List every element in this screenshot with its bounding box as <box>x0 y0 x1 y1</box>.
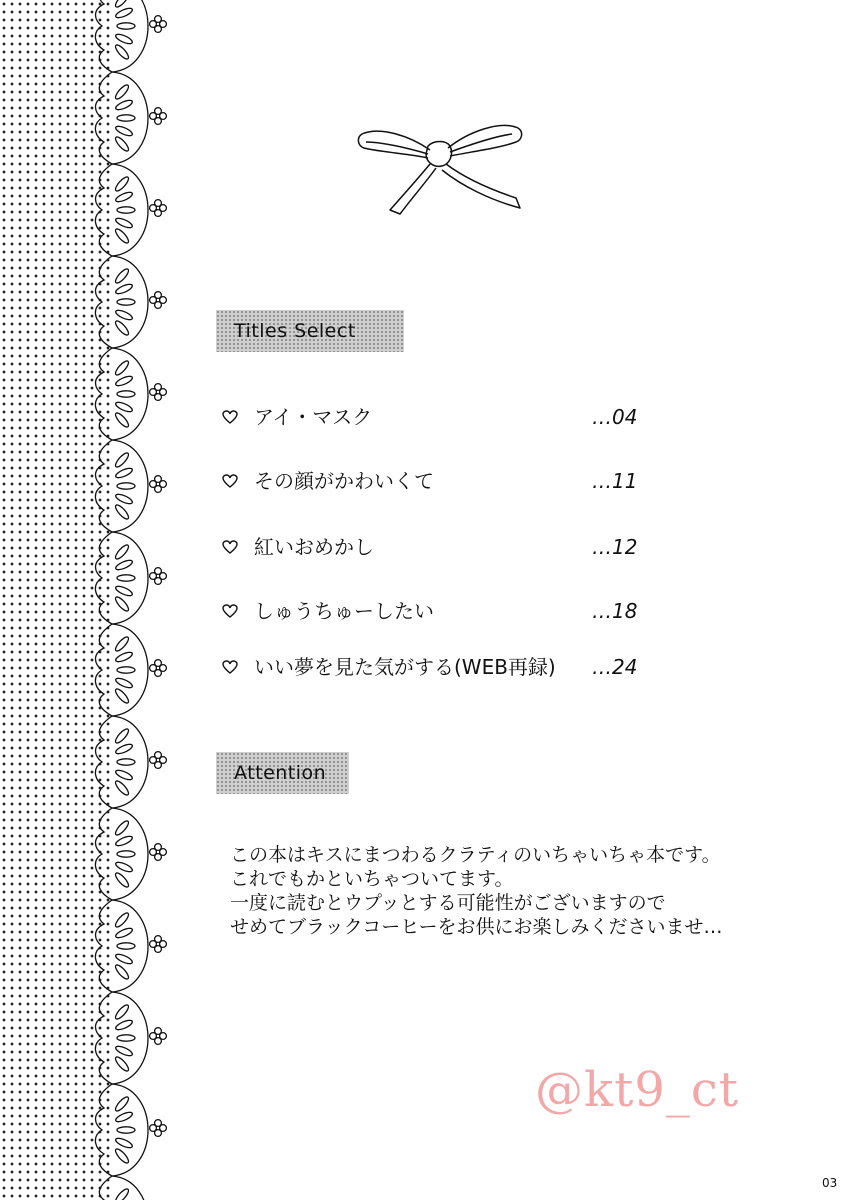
lace-petal <box>114 1147 131 1165</box>
lace-petal <box>114 911 131 929</box>
toc-title: しゅうちゅーしたい <box>254 599 434 623</box>
lace-petal <box>114 6 133 19</box>
lace-petal <box>114 319 131 337</box>
page-number: 03 <box>822 1176 838 1190</box>
lace-petal <box>117 391 135 397</box>
lace-petal <box>114 492 133 505</box>
lace-border <box>0 0 190 1200</box>
heart-icon <box>222 410 238 424</box>
lace-petal <box>114 595 131 613</box>
lace-petal <box>117 759 135 765</box>
lace-petal <box>114 1136 133 1149</box>
lace-petal <box>114 834 133 847</box>
lace-petal <box>114 650 133 663</box>
lace-petal <box>114 374 133 387</box>
lace-petal <box>114 267 131 285</box>
lace-petal <box>114 1187 131 1200</box>
lace-petal <box>114 98 133 111</box>
lace-petal <box>114 558 133 571</box>
lace-petal <box>114 952 133 965</box>
toc-title: 紅いおめかし <box>254 535 374 559</box>
lace-petal <box>114 687 131 705</box>
toc-page: …18 <box>592 599 638 623</box>
toc-item <box>222 402 662 432</box>
lace-petal <box>114 503 131 521</box>
lace-petal <box>114 43 131 61</box>
toc-item <box>222 466 662 496</box>
lace-petal <box>114 635 131 653</box>
toc-item <box>222 596 662 626</box>
lace-petal <box>114 584 133 597</box>
lace-petal <box>114 819 131 837</box>
lace-petal <box>114 359 131 377</box>
lace-petal <box>114 400 133 413</box>
attention-text: Attention <box>234 762 327 784</box>
toc-page: …12 <box>592 535 638 559</box>
heart-icon <box>222 660 238 674</box>
toc-item <box>222 532 662 562</box>
lace-petal <box>114 1055 131 1073</box>
heart-icon <box>222 604 238 618</box>
lace-petal <box>114 779 131 797</box>
lace-petal <box>114 871 131 889</box>
attention-line: 一度に読むとウプッとする可能性がございますので <box>230 892 666 914</box>
lace-petal <box>114 1110 133 1123</box>
lace-petal <box>114 768 133 781</box>
lace-petal <box>114 451 131 469</box>
heart-icon <box>222 474 238 488</box>
attention-label <box>216 752 349 794</box>
lace-petal <box>114 727 131 745</box>
lace-petal <box>114 466 133 479</box>
toc-page: …24 <box>592 655 638 679</box>
lace-petal <box>114 742 133 755</box>
attention-line: せめてブラックコーヒーをお供にお楽しみくださいませ… <box>230 916 723 938</box>
lace-petal <box>114 227 131 245</box>
toc-title: その顔がかわいくて <box>254 469 434 493</box>
toc-item <box>222 652 662 682</box>
heart-icon <box>222 540 238 554</box>
lace-petal <box>114 190 133 203</box>
lace-petal <box>114 216 133 229</box>
toc-page: …11 <box>592 469 638 493</box>
attention-line: これでもかといちゃついてます。 <box>230 868 514 890</box>
lace-petal <box>117 667 135 673</box>
lace-petal <box>114 1044 133 1057</box>
lace-petal <box>117 483 135 489</box>
lace-petal <box>117 115 135 121</box>
lace-petal <box>114 282 133 295</box>
lace-petal <box>114 32 133 45</box>
toc-title: いい夢を見た気がする(WEB再録) <box>254 655 556 679</box>
lace-petal <box>114 860 133 873</box>
attention-paragraph <box>230 843 790 939</box>
lace-petal <box>114 1018 133 1031</box>
lace-petal <box>114 926 133 939</box>
lace-petal <box>114 175 131 193</box>
lace-petal <box>114 0 131 9</box>
lace-petal <box>114 135 131 153</box>
lace-petal <box>114 1003 131 1021</box>
lace-petal <box>117 23 135 29</box>
lace-petal <box>114 1095 131 1113</box>
titles-select-label <box>216 310 404 352</box>
titles-select-text: Titles Select <box>234 320 356 342</box>
attention-line: この本はキスにまつわるクラティのいちゃいちゃ本です。 <box>230 844 721 866</box>
lace-petal <box>114 308 133 321</box>
lace-petal <box>117 575 135 581</box>
lace-petal <box>117 207 135 213</box>
lace-petal <box>114 676 133 689</box>
toc-title: アイ・マスク <box>254 405 373 429</box>
lace-petal <box>114 543 131 561</box>
lace-petal <box>117 943 135 949</box>
lace-petal <box>117 1035 135 1041</box>
lace-petal <box>117 299 135 305</box>
author-watermark: @kt9_ct <box>535 1062 740 1118</box>
lace-petal <box>114 83 131 101</box>
lace-petal <box>114 963 131 981</box>
lace-petal <box>117 1127 135 1133</box>
lace-petal <box>114 411 131 429</box>
lace-petal <box>114 124 133 137</box>
ribbon-bow-icon <box>350 118 530 218</box>
toc-page: …04 <box>592 405 638 429</box>
lace-petal <box>117 851 135 857</box>
